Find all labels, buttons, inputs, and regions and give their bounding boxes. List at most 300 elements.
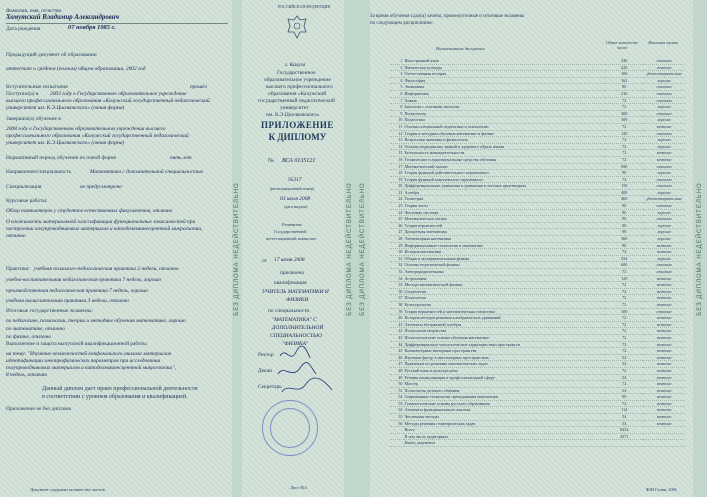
subject-hours: 420: [605, 64, 643, 71]
subject-grade: отлично: [643, 110, 685, 117]
table-row: [390, 407, 685, 414]
subject-name: Русский язык и культура речи: [404, 367, 606, 374]
specialty-value-2: ДОПОЛНИТЕЛЬНОЙ: [272, 325, 324, 331]
subject-grade: отлично: [643, 97, 685, 104]
subject-grade: зачтено: [643, 328, 685, 335]
practice-3: производственная педагогическая практика 7 недель, хорошо: [6, 288, 148, 294]
subject-name: Психологические основы обучения математике: [404, 334, 606, 341]
subject-hours: 72: [605, 156, 643, 163]
subject-name: Математическая логика: [404, 216, 606, 223]
subject-grade: [643, 440, 685, 447]
subject-number: 15: [390, 150, 404, 157]
table-row: [390, 315, 685, 322]
subject-name: Экономика: [404, 84, 606, 91]
subject-name: Химия: [404, 97, 606, 104]
subject-hours: 72: [605, 381, 643, 388]
subject-grade: хорошо: [643, 236, 685, 243]
subject-grade: отлично: [643, 90, 685, 97]
subject-number: 31: [390, 255, 404, 262]
col-hours-header: Общее количество часов: [606, 40, 638, 50]
subject-hours: 360: [605, 236, 643, 243]
subject-number: 51: [390, 387, 404, 394]
subject-name: Всего: [404, 427, 606, 434]
thesis-label: Выполнение и защита выпускной квалификационной работы: [6, 341, 147, 347]
subject-hours: 54: [605, 374, 643, 381]
number-prefix: №: [268, 158, 274, 164]
awarded-label: присвоена: [280, 270, 304, 276]
subject-hours: 72: [605, 104, 643, 111]
subject-hours: 72: [605, 400, 643, 407]
subject-number: 11: [390, 123, 404, 130]
subject-name: Основы теоретической физики: [404, 262, 606, 269]
subject-hours: 54: [605, 361, 643, 368]
subject-grade: отлично: [643, 130, 685, 137]
subject-number: 32: [390, 262, 404, 269]
subject-hours: 162: [605, 77, 643, 84]
subject-number: 12: [390, 130, 404, 137]
subject-hours: 100: [605, 308, 643, 315]
subject-grade: зачтено: [643, 420, 685, 427]
subject-grade: зачтено: [643, 64, 685, 71]
subject-number: 52: [390, 394, 404, 401]
table-row: [390, 334, 685, 341]
coursework-3: построении полупроводниковых материалов и катодолюминесцентной микроскопии,: [6, 226, 203, 232]
entered-line2: высшего профессионального образования «Калужский государственный педагогический: [6, 98, 210, 104]
subject-name: Основы специальной педагогики и психологии: [404, 123, 606, 130]
supplement-number: ВСА 0135121: [282, 158, 316, 164]
subject-number: 10: [390, 117, 404, 124]
subject-grade: зачтено: [643, 150, 685, 157]
subject-grade: отлично: [643, 308, 685, 315]
subject-grade: зачтено: [643, 242, 685, 249]
subject-grade: отлично: [643, 163, 685, 170]
subject-name: Безопасность жизнедеятельности: [404, 150, 606, 157]
grades-header-2: по следующим дисциплинам:: [370, 21, 434, 26]
qualification-value-2: ФИЗИКИ: [286, 297, 309, 303]
subject-name: Электрорадиотехника: [404, 269, 606, 276]
subject-number: 27: [390, 229, 404, 236]
institution-5: государственный педагогический: [258, 98, 335, 104]
subject-number: 40: [390, 315, 404, 322]
grades-header-1: За время обучения сдал(а) зачеты, промежуточные и итоговые экзамены: [370, 14, 525, 19]
thesis-1: на тему: "Изучение возможностей конфокального анализа материалов: [6, 351, 172, 357]
practice-2: учебно-воспитательная педагогическая практика 7 недель, хорошо: [6, 277, 162, 283]
table-row: [390, 216, 685, 223]
qualification-value-1: УЧИТЕЛЬ МАТЕМАТИКИ И: [262, 289, 329, 295]
table-row: [390, 117, 685, 124]
table-row: [390, 354, 685, 361]
subject-number: 8: [390, 104, 404, 111]
subject-hours: 460: [605, 196, 643, 203]
subject-grade: зачтено: [643, 348, 685, 355]
subject-grade: зачтено: [643, 282, 685, 289]
exams-label: Итоговые государственные экзамены:: [6, 308, 93, 314]
subject-number: 41: [390, 321, 404, 328]
city: г. Калуга: [285, 62, 306, 68]
subject-grade: хорошо: [643, 137, 685, 144]
table-row: [390, 156, 685, 163]
subject-hours: 72: [605, 143, 643, 150]
table-row: [390, 104, 685, 111]
table-row: [390, 176, 685, 183]
subject-name: Методы решения геометрических задач: [404, 420, 606, 427]
table-row: [390, 328, 685, 335]
subject-name: Информатика: [404, 90, 606, 97]
subject-name: Теория функций комплексного переменного: [404, 176, 606, 183]
table-row: [390, 295, 685, 302]
table-row: [390, 381, 685, 388]
subject-hours: 90: [605, 209, 643, 216]
subject-number: 46: [390, 354, 404, 361]
subject-name: Культурология: [404, 301, 606, 308]
subject-hours: 72: [605, 315, 643, 322]
institution-2: образовательное учреждение: [264, 77, 331, 83]
subject-hours: 72: [605, 328, 643, 335]
subject-number: 42: [390, 328, 404, 335]
issue-date: 03 июля 2008: [280, 196, 311, 202]
subject-hours: 690: [605, 163, 643, 170]
subject-number: 24: [390, 209, 404, 216]
subject-name: Дифференциально-топологические характеристики пространств: [404, 341, 606, 348]
specialty-value-1: "МАТЕМАТИКА" С: [272, 317, 317, 323]
subject-number: 30: [390, 249, 404, 256]
subject-number: [390, 433, 404, 440]
subject-number: 7: [390, 97, 404, 104]
subject-name: Мастер: [404, 381, 606, 388]
subject-hours: 90: [605, 170, 643, 177]
subject-grade: зачтено: [643, 400, 685, 407]
subject-grade: хорошо: [643, 222, 685, 229]
subject-grade: зачтено: [643, 321, 685, 328]
direction-label: Направление/специальность: [6, 169, 72, 175]
subject-number: 3: [390, 71, 404, 78]
table-row: [390, 183, 685, 190]
subject-grade: зачтено: [643, 301, 685, 308]
divider: [6, 23, 228, 24]
table-row: [390, 249, 685, 256]
valid-line-1: Данный диплом дает право профессиональной деятельности: [42, 386, 198, 392]
subject-name: Общая и экспериментальная физика: [404, 255, 606, 262]
emblem-caption: РОССИЙСКАЯ ФЕДЕРАЦИЯ: [278, 4, 331, 9]
subject-number: 17: [390, 163, 404, 170]
subject-name: Биология с основами экологии: [404, 104, 606, 111]
prev-doc: аттестат о среднем (полном) общем образовании, 2002 год: [6, 66, 146, 72]
subject-hours: 4571: [605, 433, 643, 440]
subject-name: Теория и методика обучения математике и физике: [404, 130, 606, 137]
table-row: [390, 321, 685, 328]
subject-grade: удовлетворительно: [643, 71, 685, 78]
subject-number: 35: [390, 282, 404, 289]
subject-hours: 54: [605, 354, 643, 361]
table-row: [390, 387, 685, 394]
subject-number: 43: [390, 334, 404, 341]
subject-number: 21: [390, 189, 404, 196]
subject-name: Теория функций действительного переменного: [404, 170, 606, 177]
subject-name: Иностранный язык: [404, 58, 606, 64]
finished-label: Завершил(а) обучение в: [6, 116, 61, 122]
subject-hours: 72: [605, 123, 643, 130]
subject-grade: [643, 433, 685, 440]
subject-grade: хорошо: [643, 189, 685, 196]
table-row: [390, 189, 685, 196]
subject-name: Элементарная математика: [404, 236, 606, 243]
entrance-value: прошёл: [190, 84, 207, 90]
subject-number: 18: [390, 170, 404, 177]
institution-1: Государственное: [277, 70, 316, 76]
subject-name: Философия: [404, 77, 606, 84]
subject-grade: отлично: [643, 183, 685, 190]
subject-number: 39: [390, 308, 404, 315]
subject-hours: [605, 440, 643, 447]
subject-number: 47: [390, 361, 404, 368]
col-subject-header: Наименование дисциплин: [436, 46, 485, 51]
subject-hours: 72: [605, 334, 643, 341]
subject-name: Геометрия: [404, 196, 606, 203]
subject-name: Астрономия: [404, 275, 606, 282]
finished-line3: университет им. К.Э.Циолковского» (очная форма): [6, 140, 125, 146]
footer-note: Документ содержит количество листов: [30, 487, 105, 492]
subject-hours: 114: [605, 407, 643, 414]
subject-hours: 100: [605, 71, 643, 78]
subject-name: Дифференциальные уравнения и уравнения в частных производных: [404, 183, 606, 190]
subject-hours: 72: [605, 301, 643, 308]
subject-grade: зачтено: [643, 367, 685, 374]
subject-number: 23: [390, 203, 404, 210]
subject-grade: хорошо: [643, 255, 685, 262]
center-strip-text: БЕЗ ДИПЛОМА НЕДЕЙСТВИТЕЛЬНО: [234, 181, 240, 316]
finished-line2: профессионального образования «Калужский государственный педагогический: [6, 133, 189, 139]
subject-hours: 8434: [605, 427, 643, 434]
subject-grade: зачтено: [643, 387, 685, 394]
subject-number: 9: [390, 110, 404, 117]
subject-hours: 72: [605, 348, 643, 355]
subject-number: 53: [390, 400, 404, 407]
specialization-label: Специализация: [6, 184, 42, 190]
subject-grade: отлично: [643, 262, 685, 269]
table-row: [390, 71, 685, 78]
decision-date: 17 июня 2008: [274, 257, 305, 263]
subject-number: 37: [390, 295, 404, 302]
right-strip-left: [356, 0, 370, 497]
table-row: [390, 341, 685, 348]
subject-grade: хорошо: [643, 104, 685, 111]
subject-name: Технические и аудиовизуальные средства обучения: [404, 156, 606, 163]
subject-number: 54: [390, 407, 404, 414]
subject-name: Практикум по решению математических задач: [404, 361, 606, 368]
subject-hours: 300: [605, 110, 643, 117]
coursework-2: О вложимости материальной классификации функциональных зависимостей при: [6, 219, 196, 225]
subject-name: Психология: [404, 295, 606, 302]
subject-hours: 72: [605, 367, 643, 374]
subject-hours: 600: [605, 262, 643, 269]
table-row: [390, 367, 685, 374]
reg-label: (регистрационный номер): [270, 186, 315, 191]
subject-number: 26: [390, 222, 404, 229]
table-row: [390, 137, 685, 144]
table-row: [390, 394, 685, 401]
subject-hours: 90: [605, 242, 643, 249]
right-footer-note: ФЗИ Гознак, 2006: [646, 487, 677, 492]
subjects-table: [390, 58, 685, 447]
subject-number: 5: [390, 84, 404, 91]
exam-1: по педагогике, психологии, теории и методике обучения математике, хорошо: [6, 318, 186, 324]
specialty-label: по специальности: [268, 308, 310, 314]
subject-grade: отлично: [643, 58, 685, 64]
subject-hours: 90: [605, 222, 643, 229]
subject-hours: 54: [605, 414, 643, 421]
subject-grade: зачтено: [643, 295, 685, 302]
practice-4: учебная вычислительная практика 3 недели, отлично: [6, 298, 129, 304]
left-strip-text: БЕЗ ДИПЛОМА НЕДЕЙСТВИТЕЛЬНО: [347, 181, 353, 316]
table-row: [390, 361, 685, 368]
dean-label: Декан: [258, 368, 272, 374]
subject-grade: зачтено: [643, 361, 685, 368]
subject-hours: 90: [605, 84, 643, 91]
subject-hours: 300: [605, 117, 643, 124]
subject-name: Социология: [404, 288, 606, 295]
subject-number: 33: [390, 269, 404, 276]
official-seal-inner: [270, 408, 310, 448]
subject-name: Речевая коммуникация в профессиональной сфере: [404, 374, 606, 381]
subject-name: Компьютерные векторные пространства: [404, 348, 606, 355]
center-strip: [232, 0, 242, 497]
subject-number: 48: [390, 367, 404, 374]
subject-name: Численные методы: [404, 414, 606, 421]
direction-value: Математика с дополнительной специальностью: [90, 169, 204, 175]
subject-grade: [643, 427, 685, 434]
decision-3: аттестационной комиссии: [266, 236, 316, 241]
subject-grade: хорошо: [643, 209, 685, 216]
subject-grade: отлично: [643, 203, 685, 210]
table-row: [390, 222, 685, 229]
subject-name: Элементы функционального анализа: [404, 407, 606, 414]
subject-hours: 90: [605, 203, 643, 210]
table-row: [390, 77, 685, 84]
table-row: [390, 242, 685, 249]
birth-date: 07 ноября 1985 г.: [68, 24, 116, 31]
subject-number: 29: [390, 242, 404, 249]
subject-name: Изучение фигур в многомерных пространствах: [404, 354, 606, 361]
subject-name: В том числе аудиторных: [404, 433, 606, 440]
table-row: [390, 414, 685, 421]
table-row: [390, 348, 685, 355]
table-row: [390, 170, 685, 177]
subject-number: 45: [390, 348, 404, 355]
subject-number: 22: [390, 196, 404, 203]
table-row: [390, 203, 685, 210]
table-row: [390, 64, 685, 71]
subject-grade: хорошо: [643, 117, 685, 124]
subject-grade: зачтено: [643, 381, 685, 388]
subject-number: 4: [390, 77, 404, 84]
subject-number: 38: [390, 301, 404, 308]
subject-number: 49: [390, 374, 404, 381]
subject-hours: 54: [605, 387, 643, 394]
qualification-label: квалификация: [274, 280, 307, 286]
subject-grade: зачтено: [643, 341, 685, 348]
coat-of-arms-icon: [286, 14, 308, 40]
thesis-4: 8 недель, отлично: [6, 372, 48, 378]
table-row: [390, 400, 685, 407]
subject-hours: 150: [605, 183, 643, 190]
finished-line1: 2008 году в Государственном образовательном учреждении высшего: [6, 126, 166, 132]
left-strip: [344, 0, 356, 497]
subject-number: 16: [390, 156, 404, 163]
table-row: [390, 427, 685, 434]
table-row: [390, 196, 685, 203]
table-row: [390, 209, 685, 216]
subject-name: Теория вероятностей и математическая статистика: [404, 308, 606, 315]
subject-grade: зачтено: [643, 156, 685, 163]
subject-grade: отлично: [643, 176, 685, 183]
practice-1: учебная психолого-педагогическая практика 2 недели, отлично: [34, 266, 179, 272]
table-row: [390, 308, 685, 315]
institution-3: высшего профессионального: [266, 84, 333, 90]
subject-hours: 924: [605, 255, 643, 262]
student-name: Хомутский Владимир Александрович: [6, 14, 120, 21]
subject-grade: зачтено: [643, 374, 685, 381]
subject-grade: удовлетворительно: [643, 196, 685, 203]
subject-grade: зачтено: [643, 334, 685, 341]
entered-label: Поступил(а) в: [6, 91, 39, 97]
subject-name: Информационные технологии в математике: [404, 242, 606, 249]
subject-hours: 120: [605, 130, 643, 137]
subject-number: 50: [390, 381, 404, 388]
table-row: [390, 163, 685, 170]
subject-name: Методы математической физики: [404, 282, 606, 289]
duration-label: Нормативный период обучения по очной форме: [6, 155, 117, 161]
subject-grade: хорошо: [643, 170, 685, 177]
subject-hours: 340: [605, 58, 643, 64]
subject-name: Математический анализ: [404, 163, 606, 170]
subject-name: Теория вероятностей: [404, 222, 606, 229]
subject-number: 6: [390, 90, 404, 97]
subject-hours: 72: [605, 288, 643, 295]
subject-number: 55: [390, 414, 404, 421]
signatures-image: [276, 344, 346, 400]
specialty-value-4: "ФИЗИКА": [282, 341, 309, 347]
subject-hours: 72: [605, 150, 643, 157]
subject-hours: 72: [605, 97, 643, 104]
subject-number: 14: [390, 143, 404, 150]
subject-name: Теория чисел: [404, 203, 606, 210]
col-grade-header: Итоговая оценка: [648, 40, 678, 45]
from-label: от: [262, 258, 267, 264]
subject-hours: 72: [605, 269, 643, 276]
subject-name: Педагогика: [404, 117, 606, 124]
subject-number: 13: [390, 137, 404, 144]
table-row: [390, 110, 685, 117]
subject-grade: отлично: [643, 84, 685, 91]
subject-name: Возрастная анатомия и физиология: [404, 137, 606, 144]
title-to-diploma: К ДИПЛОМУ: [268, 132, 327, 142]
subject-name: Психология делового общения: [404, 387, 606, 394]
subject-grade: зачтено: [643, 288, 685, 295]
table-row: [390, 255, 685, 262]
subject-hours: 72: [605, 295, 643, 302]
coursework-4: отлично: [6, 233, 26, 239]
subject-name: Физическая культура: [404, 64, 606, 71]
subject-hours: 90: [605, 216, 643, 223]
institution-6: университет: [280, 105, 309, 111]
subject-hours: 216: [605, 90, 643, 97]
subject-name: Современные технологии преподавания математики: [404, 394, 606, 401]
rector-label: Ректор: [258, 352, 274, 358]
birth-label: Дата рождения: [6, 26, 41, 32]
subject-grade: зачтено: [643, 249, 685, 256]
subject-grade: хорошо: [643, 143, 685, 150]
subject-name: История математики: [404, 249, 606, 256]
